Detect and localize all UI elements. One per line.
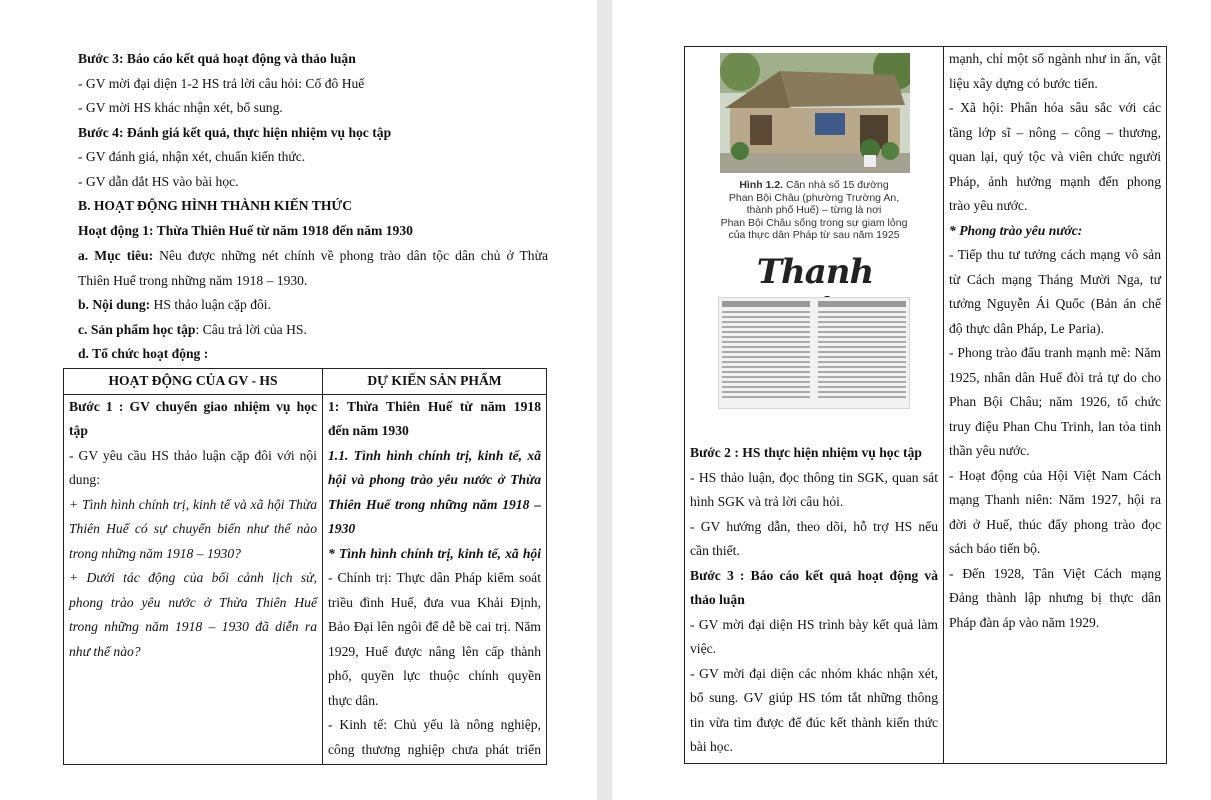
- activity-table-continued: [684, 46, 1167, 764]
- cell-line: - Phong trào đấu tranh mạnh mẽ: Năm: [949, 345, 1161, 360]
- intro-line: - GV đánh giá, nhận xét, chuẩn kiến thức.: [78, 149, 306, 164]
- cell-line: - GV yêu cầu HS thảo luận cặp đôi với nội: [69, 447, 317, 463]
- cell-line: Bảo Đại lên ngôi để dễ bề cai trị. Năm: [328, 619, 541, 634]
- house-photo: [720, 53, 910, 173]
- cell-line: như thế nào?: [69, 643, 141, 659]
- table-header-product: DỰ KIẾN SẢN PHẨM: [323, 369, 547, 395]
- san-pham-line: [78, 318, 307, 343]
- cell-line: mạng Thanh niên: Năm 1927, hội ra: [949, 492, 1161, 507]
- caption-line-5: của thực dân Pháp từ sau năm 1925: [728, 229, 900, 241]
- cell-line: dung:: [69, 472, 100, 487]
- cell-line: - HS thảo luận, đọc thông tin SGK, quan sát: [690, 469, 938, 485]
- cell-line: 1.1. Tình hình chính trị, kinh tế, xã: [328, 447, 541, 463]
- cell-line: Thiên Huế trong những năm 1918 –: [328, 496, 541, 512]
- caption-line-4: Phan Bội Châu sống trong sự giam lỏng: [720, 216, 908, 229]
- cell-line: đến năm 1930: [328, 423, 409, 438]
- cell-line: - Đến 1928, Tân Việt Cách mạng: [949, 565, 1161, 581]
- cell-line: * Tình hình chính trị, kinh tế, xã hội: [328, 545, 541, 561]
- newspaper-title-logo: Thanh: [756, 252, 874, 292]
- cell-line: tin vừa tìm được để đúc kết thành kiến thức: [690, 714, 938, 730]
- intro-line: - GV mời đại diện 1-2 HS trả lời câu hỏi: Cố đô Huế: [78, 75, 365, 91]
- cell-line: - Xã hội: Phân hóa sâu sắc với các: [949, 100, 1161, 115]
- activity-table: [63, 368, 547, 765]
- cell-line: 1930: [328, 521, 356, 536]
- cell-line: độ thực dân Pháp, Le Paria).: [949, 320, 1104, 336]
- noi-dung-text: HS thảo luận cặp đôi.: [150, 297, 271, 312]
- intro-line: - GV mời HS khác nhận xét, bổ sung.: [78, 100, 283, 115]
- cell-line: 1925, nhân dân Huế đòi trả tự do cho: [949, 369, 1161, 385]
- cell-line: - Kinh tế: Chủ yếu là nông nghiệp,: [328, 717, 541, 732]
- cell-line: thần yêu nước.: [949, 443, 1030, 458]
- intro-line: Hoạt động 1: Thừa Thiên Huế từ năm 1918 đến năm 1930: [78, 222, 413, 238]
- cell-line: - GV mời đại diện các nhóm khác nhận xét,: [690, 665, 938, 681]
- cell-line: - Hoạt động của Hội Việt Nam Cách: [949, 467, 1161, 483]
- to-chuc-heading: d. Tổ chức hoạt động :: [78, 346, 209, 361]
- left-col-product: [323, 394, 547, 765]
- cell-line: sách báo tiến bộ.: [949, 541, 1041, 556]
- intro-line: B. HOẠT ĐỘNG HÌNH THÀNH KIẾN THỨC: [78, 198, 353, 213]
- left-col-activity: [64, 394, 323, 765]
- cell-line: Phan Bội Châu; năm 1926, tổ chức: [949, 394, 1161, 409]
- san-pham-text: : Câu trả lời của HS.: [195, 322, 307, 337]
- cell-line: Đảng thành lập nhưng bị thực dân: [949, 590, 1161, 605]
- cell-line: * Phong trào yêu nước:: [949, 222, 1083, 238]
- caption-line-1: Căn nhà số 15 đường: [783, 179, 889, 191]
- cell-line: thảo luận: [690, 592, 745, 607]
- cell-line: Bước 2 : HS thực hiện nhiệm vụ học tập: [690, 445, 922, 460]
- right-col-product: [944, 47, 1167, 764]
- cell-line: - GV hướng dẫn, theo dõi, hỗ trợ HS nếu: [690, 518, 938, 534]
- cell-line: liệu xây dựng có bước tiến.: [949, 75, 1098, 91]
- cell-line: triều đình Huế, đưa vua Khải Định,: [328, 594, 541, 610]
- san-pham-label: c. Sản phẩm học tập: [78, 322, 196, 337]
- intro-line: - GV dẫn dắt HS vào bài học.: [78, 173, 239, 189]
- cell-line: bổ sung. GV giúp HS tóm tắt những thông: [690, 690, 938, 705]
- cell-line: - GV mời đại diện HS trình bày kết quả làm: [690, 616, 938, 632]
- cell-line: trong những năm 1918 – 1930?: [69, 545, 241, 561]
- cell-line: Pháp đàn áp vào năm 1929.: [949, 614, 1100, 630]
- caption-label: Hình 1.2.: [739, 179, 784, 191]
- cell-line: 1929, Huế được nâng lên cấp thành: [328, 643, 541, 659]
- muc-tieu-paragraph: [78, 244, 548, 293]
- noi-dung-line: [78, 293, 271, 318]
- cell-line: phố, quyền lực thuộc chính quyền: [328, 668, 541, 683]
- muc-tieu-text: Nêu được những nét chính về phong trào dân tộc dân chủ ở Thừa: [153, 248, 549, 263]
- cell-line: + Tình hình chính trị, kinh tế và xã hội Thừa: [69, 496, 317, 512]
- noi-dung-label: b. Nội dung:: [78, 297, 151, 312]
- page-right: [612, 0, 1211, 800]
- cell-line: cần thiết.: [690, 543, 740, 558]
- table-header-activity: HOẠT ĐỘNG CỦA GV - HS: [64, 369, 323, 395]
- cell-line: 1: Thừa Thiên Huế từ năm 1918: [328, 398, 541, 414]
- newspaper-image: [718, 297, 910, 409]
- caption-line-3: thành phố Huế) – từng là nơi: [746, 204, 882, 216]
- intro-line: Bước 4: Đánh giá kết quả, thực hiện nhiệm vụ học tập: [78, 124, 392, 140]
- cell-line: trong những năm 1918 – 1930 đã diễn ra: [69, 619, 317, 634]
- cell-line: - Tiếp thu tư tưởng cách mạng vô sản: [949, 247, 1161, 262]
- cell-line: công thương nghiệp chưa phát triển: [328, 741, 541, 757]
- intro-line: Bước 3: Báo cáo kết quả hoạt động và thảo luận: [78, 51, 356, 66]
- cell-line: đời ở Huế, thúc đẩy phong trào đọc: [949, 516, 1161, 532]
- cell-line: tưởng Nguyễn Ái Quốc (Bản án chế: [949, 296, 1161, 311]
- page-left: [0, 0, 597, 800]
- cell-line: bài học.: [690, 739, 734, 754]
- cell-line: việc.: [690, 641, 717, 656]
- cell-line: quan lại, quý tộc và viên chức người: [949, 149, 1161, 164]
- cell-line: mạnh, chỉ một số ngành như in ấn, vật: [949, 51, 1161, 66]
- cell-line: truy điệu Phan Chu Trinh, lan tỏa tinh: [949, 418, 1161, 434]
- caption-line-2: Phan Bội Châu (phường Trường An,: [728, 191, 900, 204]
- figure-caption: [690, 179, 938, 242]
- cell-line: tầng lớp sĩ – nông – công – thương,: [949, 124, 1161, 140]
- muc-tieu-label: a. Mục tiêu:: [78, 248, 154, 263]
- cell-line: hình SGK và trả lời câu hỏi.: [690, 494, 844, 509]
- cell-line: phong trào yêu nước ở Thừa Thiên Huế: [69, 594, 317, 610]
- cell-line: Pháp, ảnh hưởng mạnh đến phong: [949, 173, 1161, 189]
- cell-line: Bước 3 : Báo cáo kết quả hoạt động và: [690, 567, 938, 583]
- cell-line: + Dưới tác động của bối cảnh lịch sử,: [69, 570, 317, 585]
- figure-block: [690, 47, 938, 441]
- cell-line: trào yêu nước.: [949, 198, 1028, 213]
- cell-line: hội và phong trào yêu nước ở Thừa: [328, 472, 541, 487]
- right-col-activity: [685, 47, 944, 764]
- cell-line: Thiên Huế có sự chuyển biến như thế nào: [69, 521, 317, 536]
- cell-line: - Chính trị: Thực dân Pháp kiểm soát: [328, 570, 541, 585]
- cell-line: Bước 1 : GV chuyển giao nhiệm vụ học: [69, 398, 317, 414]
- cell-line: thực dân.: [328, 692, 379, 708]
- cell-line: từ Cách mạng Tháng Mười Nga, tư: [949, 271, 1161, 287]
- muc-tieu-text-2: Thiên Huế trong những năm 1918 – 1930.: [78, 272, 308, 288]
- cell-line: tập: [69, 423, 88, 438]
